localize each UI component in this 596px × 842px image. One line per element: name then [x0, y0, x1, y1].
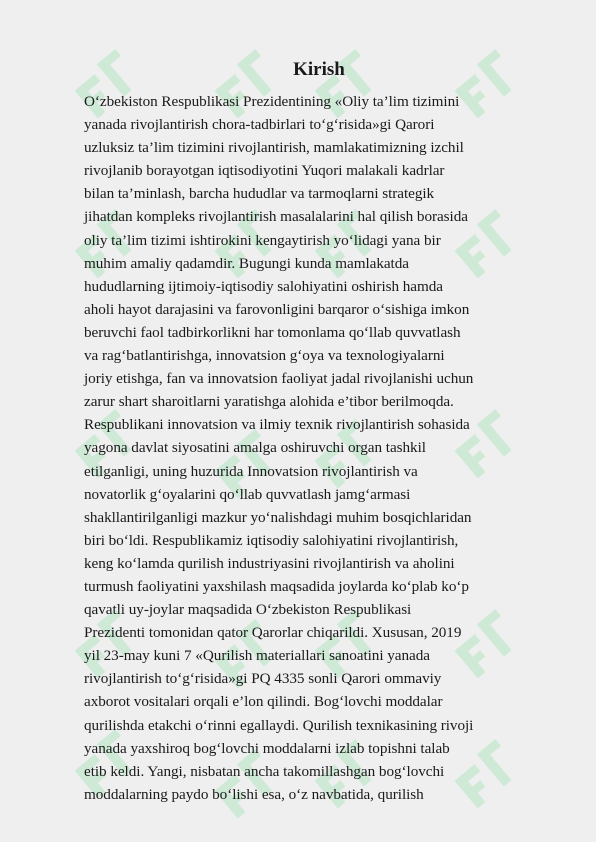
text-line: jihatdan kompleks rivojlantirish masalalarini hal qilish borasida [84, 208, 468, 226]
body-text [84, 90, 554, 806]
text-line: keng ko‘lamda qurilish industriyasini rivojlantirish va aholini [84, 554, 455, 572]
text-line: etib keldi. Yangi, nisbatan ancha takomillashgan bog‘lovchi [84, 762, 445, 780]
text-line: yanada rivojlantirish chora-tadbirlari to‘g‘risida»gi Qarori [84, 116, 435, 134]
text-line: oliy ta’lim tizimi ishtirokini kengaytirish yo‘lidagi yana bir [84, 231, 441, 249]
text-line: muhim amaliy qadamdir. Bugungi kunda mamlakatda [84, 254, 409, 272]
text-line: qavatli uy-joylar maqsadida O‘zbekiston Respublikasi [84, 601, 412, 619]
text-line: beruvchi faol tadbirkorlikni har tomonlama qo‘llab quvvatlash [84, 323, 461, 341]
text-line: rivojlantirish to‘g‘risida»gi PQ 4335 sonli Qarori ommaviy [84, 670, 442, 688]
text-line: joriy etishga, fan va innovatsion faoliyat jadal rivojlanishi uchun [84, 370, 474, 388]
text-line: yagona davlat siyosatini amalga oshiruvchi organ tashkil [84, 439, 426, 457]
text-line: yanada yaxshiroq bog‘lovchi moddalarni izlab topishni talab [84, 739, 450, 757]
text-line: moddalarning paydo bo‘lishi esa, o‘z navbatida, qurilish [84, 785, 424, 803]
text-line: uzluksiz ta’lim tizimini rivojlantirish, mamlakatimizning izchil [84, 139, 464, 157]
text-line: zarur shart sharoitlarni yaratishga alohida e’tibor berilmoqda. [84, 393, 454, 411]
text-line: rivojlanib borayotgan iqtisodiyotini Yuqori malakali kadrlar [84, 162, 445, 180]
text-line: qurilishda etakchi o‘rinni egallaydi. Qurilish texnikasining rivoji [84, 716, 474, 734]
text-line: turmush faoliyatini yaxshilash maqsadida joylarda ko‘plab ko‘p [84, 577, 469, 595]
text-line: aholi hayot darajasini va farovonligini barqaror o‘sishiga imkon [84, 300, 470, 318]
text-line: etilganligi, uning huzurida Innovatsion rivojlantirish va [84, 462, 418, 480]
text-line: Respublikani innovatsion va ilmiy texnik rivojlantirish sohasida [84, 416, 470, 434]
text-line: axborot vositalari orqali e’lon qilindi. Bog‘lovchi moddalar [84, 693, 443, 711]
text-line: biri bo‘ldi. Respublikamiz iqtisodiy salohiyatini rivojlantirish, [84, 531, 459, 549]
text-line: Prezidenti tomonidan qator Qarorlar chiqarildi. Xususan, 2019 [84, 624, 462, 642]
page-title: Kirish [293, 59, 345, 80]
text-line: shakllantirilganligi mazkur yo‘nalishdagi muhim bosqichlaridan [84, 508, 472, 526]
text-line: hududlarning ijtimoiy-iqtisodiy salohiyatini oshirish hamda [84, 277, 443, 295]
text-line: va rag‘batlantirishga, innovatsion g‘oya va texnologiyalarni [84, 347, 445, 365]
text-line: novatorlik g‘oyalarini qo‘llab quvvatlash jamg‘armasi [84, 485, 411, 503]
text-line: yil 23-may kuni 7 «Qurilish materiallari sanoatini yanada [84, 647, 430, 665]
text-line: O‘zbekiston Respublikasi Prezidentining «Oliy ta’lim tizimini [84, 93, 460, 110]
document-page [84, 58, 554, 806]
text-line: bilan ta’minlash, barcha hududlar va tarmoqlarni strategik [84, 185, 435, 203]
